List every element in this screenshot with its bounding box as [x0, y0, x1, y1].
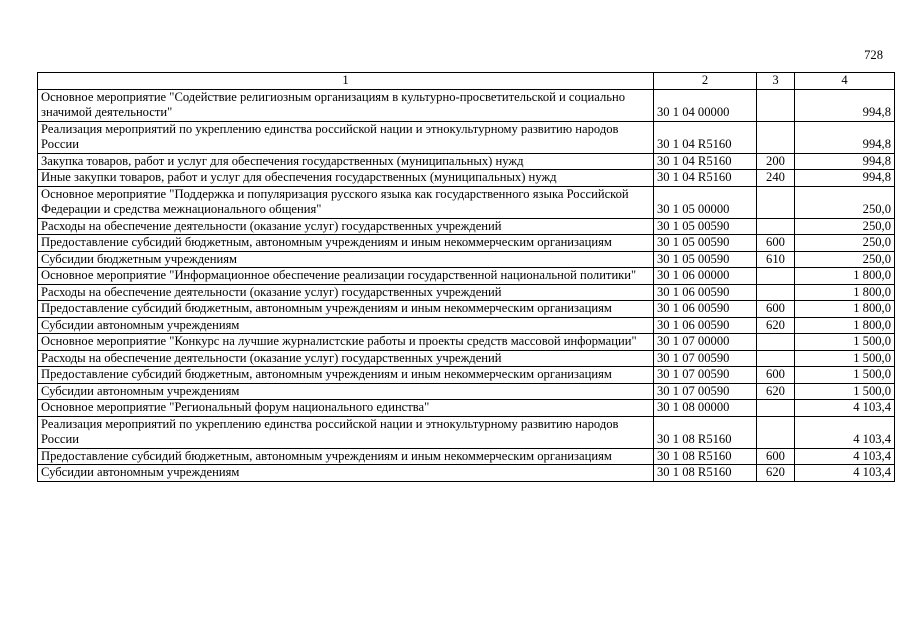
row-expense-type	[757, 89, 795, 121]
table-row	[38, 121, 895, 153]
row-expense-type	[757, 218, 795, 235]
row-code: 30 1 06 00590	[654, 301, 757, 318]
row-name: Основное мероприятие "Содействие религиозным организациям в культурно-просветительской и социально значимой деятельности"	[38, 89, 654, 121]
row-code: 30 1 05 00590	[654, 235, 757, 252]
row-code: 30 1 05 00590	[654, 218, 757, 235]
row-expense-type	[757, 121, 795, 153]
row-code: 30 1 07 00000	[654, 334, 757, 351]
table-row	[38, 89, 895, 121]
row-code: 30 1 04 R5160	[654, 153, 757, 170]
row-amount: 1 800,0	[795, 268, 895, 285]
row-amount: 1 500,0	[795, 350, 895, 367]
row-name: Иные закупки товаров, работ и услуг для обеспечения государственных (муниципальных) нужд	[38, 170, 654, 187]
row-amount: 250,0	[795, 218, 895, 235]
row-expense-type	[757, 284, 795, 301]
row-code: 30 1 04 00000	[654, 89, 757, 121]
row-name: Предоставление субсидий бюджетным, автономным учреждениям и иным некоммерческим организациям	[38, 448, 654, 465]
page-number: 728	[864, 48, 883, 62]
row-name: Закупка товаров, работ и услуг для обеспечения государственных (муниципальных) нужд	[38, 153, 654, 170]
row-amount: 1 800,0	[795, 301, 895, 318]
row-expense-type: 620	[757, 317, 795, 334]
row-code: 30 1 08 R5160	[654, 448, 757, 465]
row-name: Основное мероприятие "Поддержка и популяризация русского языка как государственного языка Российской Федерации и средства межнационального общения"	[38, 186, 654, 218]
row-amount: 994,8	[795, 89, 895, 121]
row-amount: 250,0	[795, 186, 895, 218]
row-amount: 250,0	[795, 251, 895, 268]
row-amount: 4 103,4	[795, 400, 895, 417]
row-code: 30 1 05 00590	[654, 251, 757, 268]
table-row	[38, 268, 895, 285]
row-expense-type: 620	[757, 465, 795, 482]
table-row	[38, 465, 895, 482]
row-expense-type: 200	[757, 153, 795, 170]
row-amount: 4 103,4	[795, 416, 895, 448]
row-code: 30 1 06 00590	[654, 284, 757, 301]
table-row	[38, 416, 895, 448]
budget-table	[37, 72, 895, 482]
row-name: Субсидии автономным учреждениям	[38, 465, 654, 482]
column-header-3: 3	[757, 73, 795, 90]
row-name: Расходы на обеспечение деятельности (оказание услуг) государственных учреждений	[38, 218, 654, 235]
table-row	[38, 251, 895, 268]
row-name: Субсидии автономным учреждениям	[38, 383, 654, 400]
row-amount: 1 500,0	[795, 367, 895, 384]
column-header-4: 4	[795, 73, 895, 90]
row-name: Реализация мероприятий по укреплению единства российской нации и этнокультурному развитию народов России	[38, 121, 654, 153]
table-row	[38, 317, 895, 334]
row-expense-type	[757, 416, 795, 448]
row-expense-type	[757, 400, 795, 417]
row-name: Расходы на обеспечение деятельности (оказание услуг) государственных учреждений	[38, 350, 654, 367]
row-code: 30 1 04 R5160	[654, 121, 757, 153]
row-amount: 1 500,0	[795, 383, 895, 400]
table-row	[38, 350, 895, 367]
table-row	[38, 301, 895, 318]
row-amount: 994,8	[795, 170, 895, 187]
row-name: Предоставление субсидий бюджетным, автономным учреждениям и иным некоммерческим организациям	[38, 301, 654, 318]
row-amount: 4 103,4	[795, 448, 895, 465]
row-name: Расходы на обеспечение деятельности (оказание услуг) государственных учреждений	[38, 284, 654, 301]
row-expense-type: 600	[757, 235, 795, 252]
row-code: 30 1 06 00000	[654, 268, 757, 285]
row-expense-type: 610	[757, 251, 795, 268]
row-code: 30 1 04 R5160	[654, 170, 757, 187]
row-expense-type	[757, 334, 795, 351]
row-amount: 1 500,0	[795, 334, 895, 351]
row-name: Предоставление субсидий бюджетным, автономным учреждениям и иным некоммерческим организациям	[38, 367, 654, 384]
row-code: 30 1 07 00590	[654, 383, 757, 400]
table-row	[38, 284, 895, 301]
table-row	[38, 367, 895, 384]
row-expense-type: 600	[757, 301, 795, 318]
row-amount: 994,8	[795, 121, 895, 153]
column-header-1: 1	[38, 73, 654, 90]
column-header-2: 2	[654, 73, 757, 90]
table-row	[38, 170, 895, 187]
row-expense-type	[757, 268, 795, 285]
row-code: 30 1 07 00590	[654, 367, 757, 384]
table-row	[38, 448, 895, 465]
row-expense-type: 620	[757, 383, 795, 400]
table-body	[38, 89, 895, 481]
row-code: 30 1 08 R5160	[654, 416, 757, 448]
row-code: 30 1 08 00000	[654, 400, 757, 417]
table-row	[38, 383, 895, 400]
table-row	[38, 334, 895, 351]
table-row	[38, 218, 895, 235]
row-expense-type: 240	[757, 170, 795, 187]
row-code: 30 1 05 00000	[654, 186, 757, 218]
row-amount: 994,8	[795, 153, 895, 170]
table-header-row	[38, 73, 895, 90]
row-name: Субсидии бюджетным учреждениям	[38, 251, 654, 268]
row-amount: 1 800,0	[795, 284, 895, 301]
row-name: Основное мероприятие "Региональный форум национального единства"	[38, 400, 654, 417]
table-row	[38, 235, 895, 252]
row-expense-type: 600	[757, 367, 795, 384]
table-row	[38, 186, 895, 218]
table-row	[38, 153, 895, 170]
row-amount: 1 800,0	[795, 317, 895, 334]
row-name: Предоставление субсидий бюджетным, автономным учреждениям и иным некоммерческим организациям	[38, 235, 654, 252]
row-amount: 250,0	[795, 235, 895, 252]
row-name: Основное мероприятие "Конкурс на лучшие журналистские работы и проекты средств массовой информации"	[38, 334, 654, 351]
row-code: 30 1 06 00590	[654, 317, 757, 334]
row-amount: 4 103,4	[795, 465, 895, 482]
row-code: 30 1 07 00590	[654, 350, 757, 367]
row-name: Основное мероприятие "Информационное обеспечение реализации государственной национальной политики"	[38, 268, 654, 285]
row-name: Реализация мероприятий по укреплению единства российской нации и этнокультурному развитию народов России	[38, 416, 654, 448]
row-code: 30 1 08 R5160	[654, 465, 757, 482]
row-expense-type	[757, 350, 795, 367]
table-row	[38, 400, 895, 417]
row-name: Субсидии автономным учреждениям	[38, 317, 654, 334]
row-expense-type: 600	[757, 448, 795, 465]
row-expense-type	[757, 186, 795, 218]
